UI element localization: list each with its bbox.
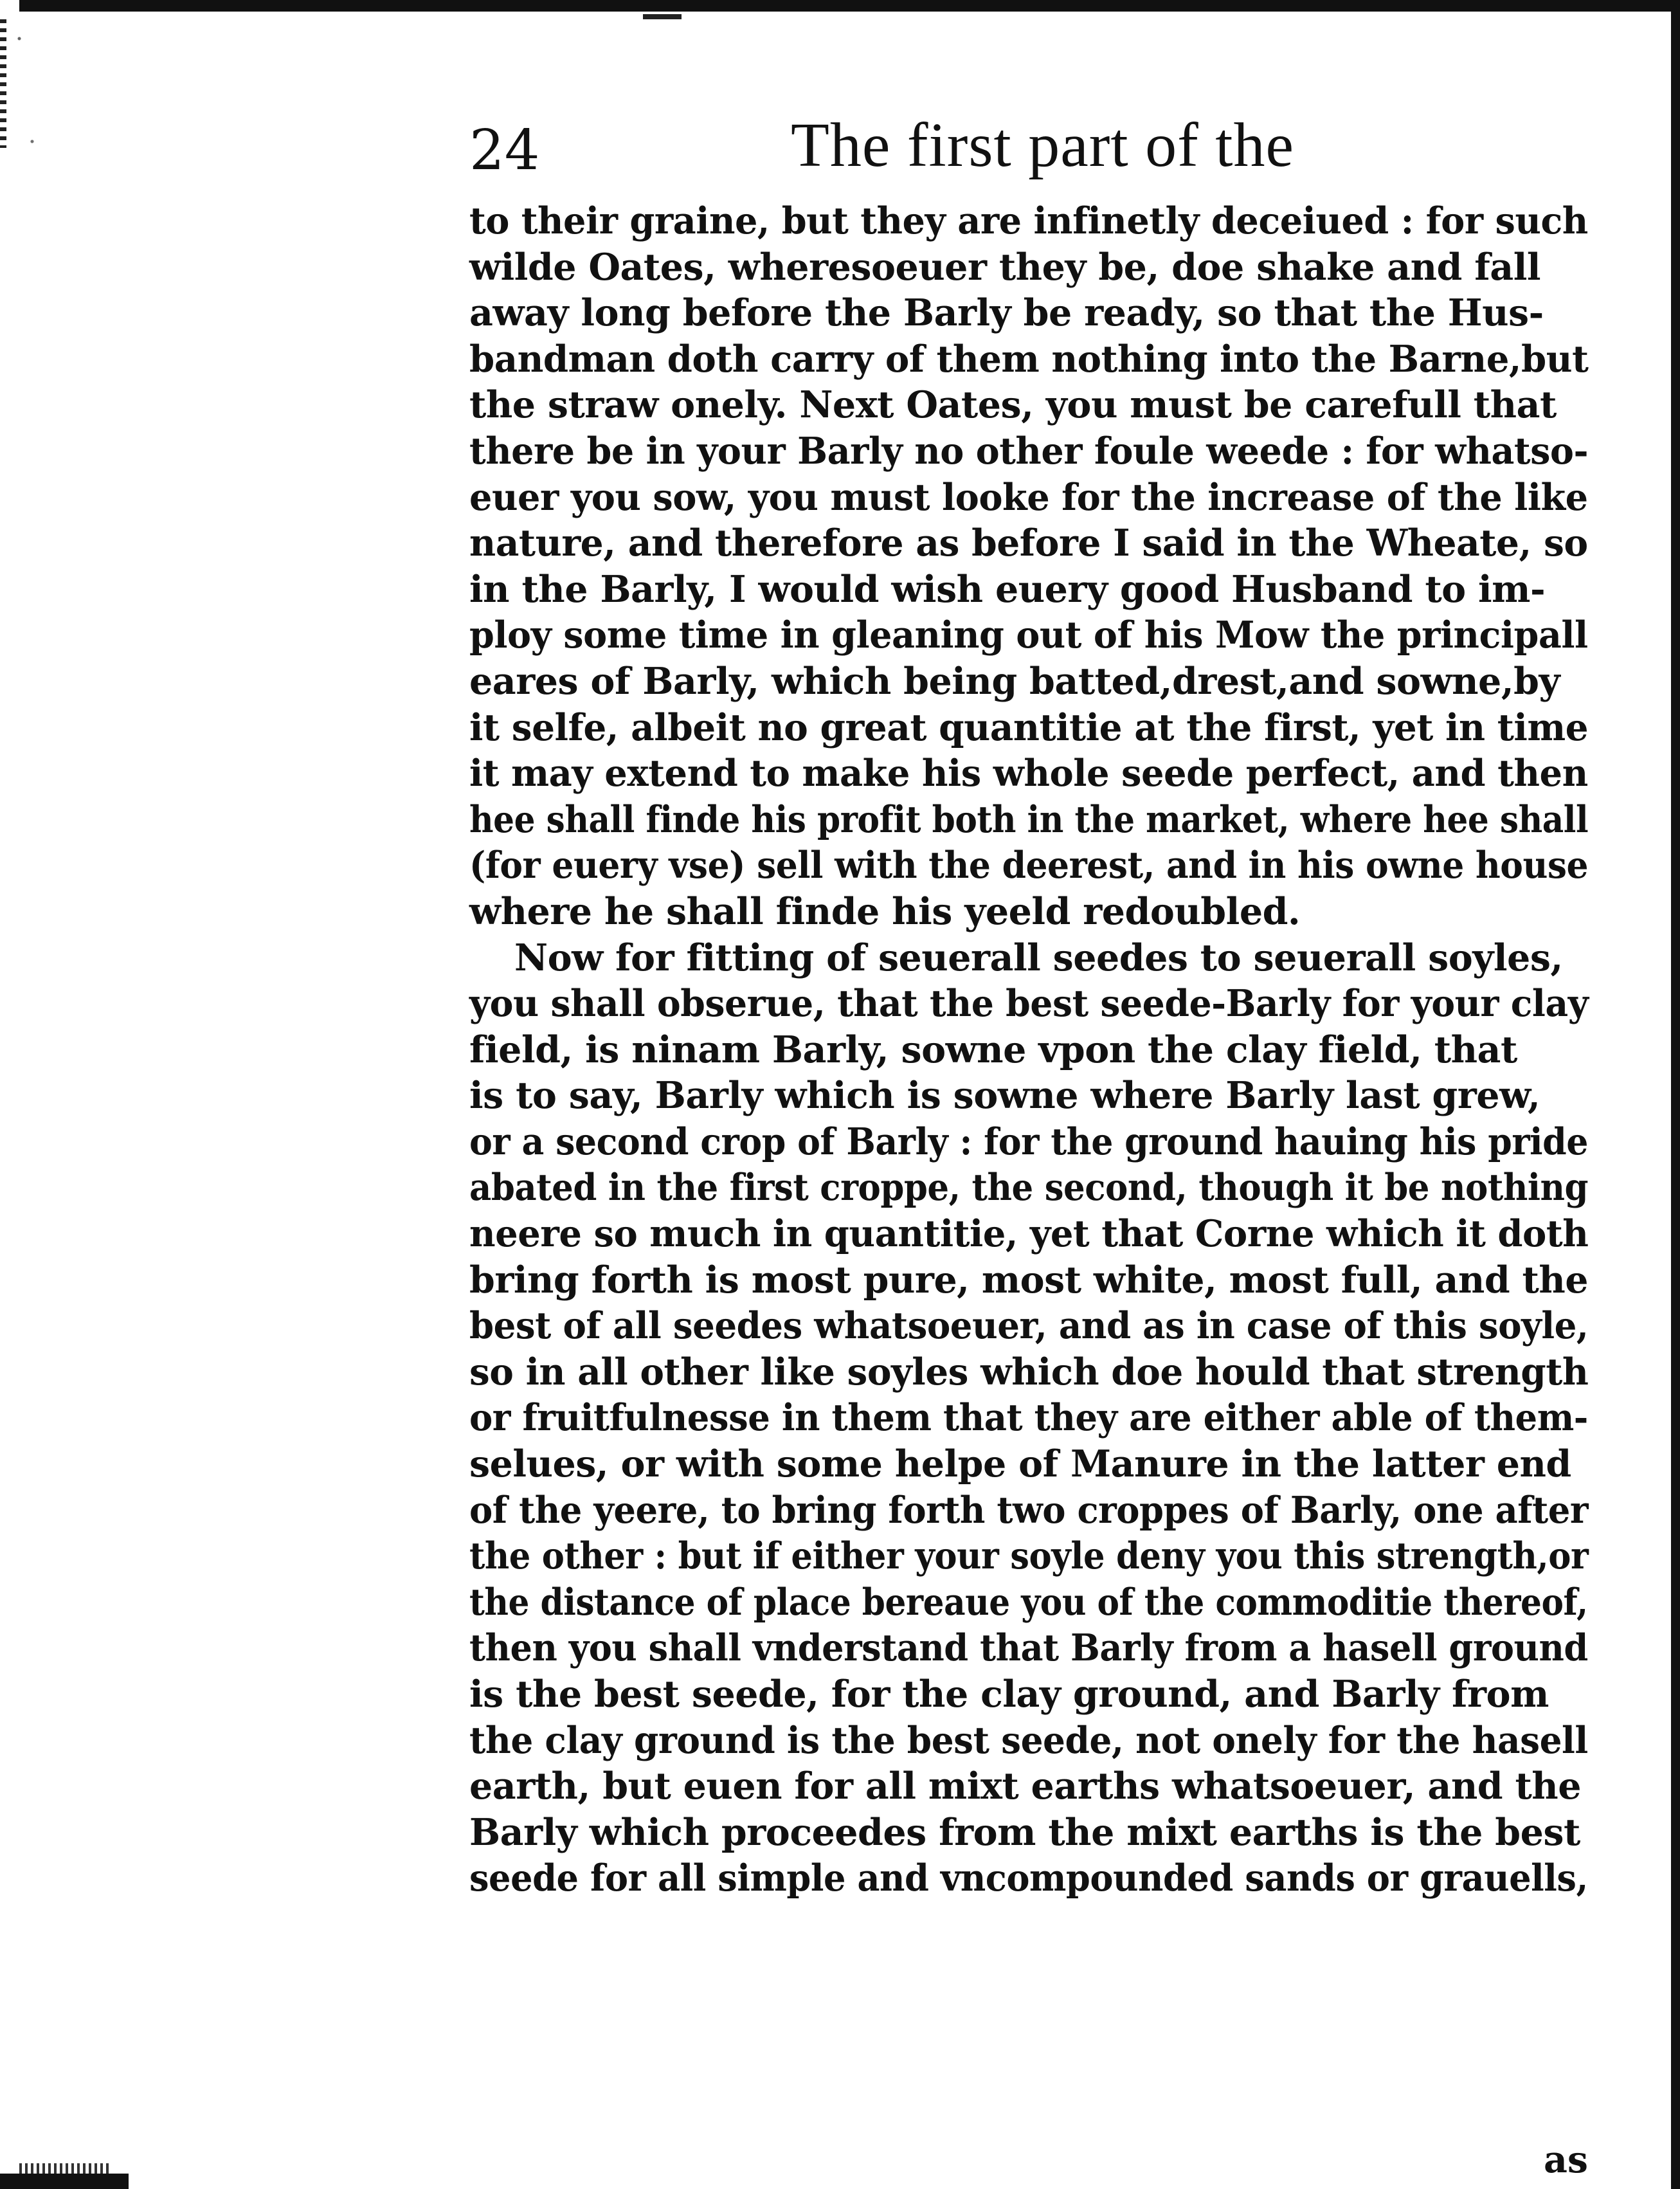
text-line: or a second crop of Barly : for the ground hauing his pride	[469, 1120, 1588, 1163]
text-line: seede for all simple and vncompounded sands or grauells,	[469, 1857, 1588, 1900]
text-line: best of all seedes whatsoeuer, and as in case of this soyle,	[469, 1304, 1589, 1348]
scan-border-bottom-left	[0, 2174, 129, 2189]
page-header	[469, 109, 1594, 186]
scan-mark-top	[643, 14, 682, 19]
text-line: then you shall vnderstand that Barly from a hasell ground	[469, 1626, 1588, 1670]
paragraph	[469, 198, 1588, 935]
text-line: bandman doth carry of them nothing into the Barne,but	[469, 337, 1589, 381]
body-text	[469, 198, 1589, 2181]
text-line: the clay ground is the best seede, not onely for the hasell	[469, 1718, 1588, 1762]
text-line: neere so much in quantitie, yet that Corne which it doth	[469, 1212, 1589, 1256]
text-line: earth, but euen for all mixt earths whatsoeuer, and the	[469, 1765, 1582, 1808]
text-line: where he shall finde his yeeld redoubled.	[469, 889, 1301, 933]
text-line: eares of Barly, which being batted,drest,and sowne,by	[469, 659, 1560, 703]
text-line: Now for fitting of seuerall seedes to seuerall soyles,	[514, 936, 1563, 979]
text-line: euer you sow, you must looke for the increase of the like	[469, 475, 1588, 519]
scan-border-top	[19, 0, 1680, 12]
text-line: (for euery vse) sell with the deerest, and in his owne house	[469, 844, 1589, 887]
text-line: field, is ninam Barly, sowne vpon the clay field, that	[469, 1028, 1517, 1071]
text-line: is to say, Barly which is sowne where Barly last grew,	[469, 1074, 1540, 1118]
text-line: abated in the first croppe, the second, though it be nothing	[469, 1166, 1589, 1210]
paragraph	[469, 935, 1588, 1902]
text-line: bring forth is most pure, most white, most full, and the	[469, 1258, 1589, 1302]
text-line: in the Barly, I would wish euery good Husband to im-	[469, 567, 1546, 611]
text-line: wilde Oates, wheresoeuer they be, doe shake and fall	[469, 245, 1541, 289]
page-number: 24	[469, 118, 540, 183]
text-line: away long before the Barly be ready, so that the Hus-	[469, 291, 1544, 335]
text-line: the other : but if either your soyle deny you this strength,or	[469, 1534, 1589, 1578]
text-line: of the yeere, to bring forth two croppes of Barly, one after	[469, 1488, 1589, 1532]
text-line: is the best seede, for the clay ground, and Barly from	[469, 1673, 1549, 1716]
text-line: or fruitfulnesse in them that they are either able of them-	[469, 1396, 1588, 1440]
catchword: as	[1543, 2138, 1588, 2181]
scan-specks-bottom	[19, 2163, 109, 2174]
text-line: nature, and therefore as before I said in the Wheate, so	[469, 522, 1588, 565]
scan-border-left	[0, 19, 6, 148]
text-line: you shall obserue, that the best seede-Barly for your clay	[469, 982, 1589, 1026]
text-line: to their graine, but they are infinetly deceiued : for such	[469, 199, 1588, 242]
scan-specks-left	[6, 13, 45, 2135]
text-line: it may extend to make his whole seede perfect, and then	[469, 752, 1588, 795]
text-line: there be in your Barly no other foule weede : for whatso-	[469, 429, 1589, 473]
text-line: it selfe, albeit no great quantitie at the first, yet in time	[469, 705, 1589, 749]
text-line: Barly which proceedes from the mixt earths is the best	[469, 1810, 1580, 1854]
text-line: the straw onely. Next Oates, you must be carefull that	[469, 383, 1557, 427]
scan-border-right	[1671, 0, 1680, 2189]
text-line: selues, or with some helpe of Manure in the latter end	[469, 1442, 1571, 1486]
text-line: so in all other like soyles which doe hould that strength	[469, 1350, 1589, 1394]
running-head: The first part of the	[791, 111, 1294, 180]
text-line: hee shall finde his profit both in the market, where hee shall	[469, 797, 1589, 841]
text-line: the distance of place bereaue you of the commoditie thereof,	[469, 1580, 1588, 1624]
text-line: ploy some time in gleaning out of his Mow the principall	[469, 613, 1588, 657]
